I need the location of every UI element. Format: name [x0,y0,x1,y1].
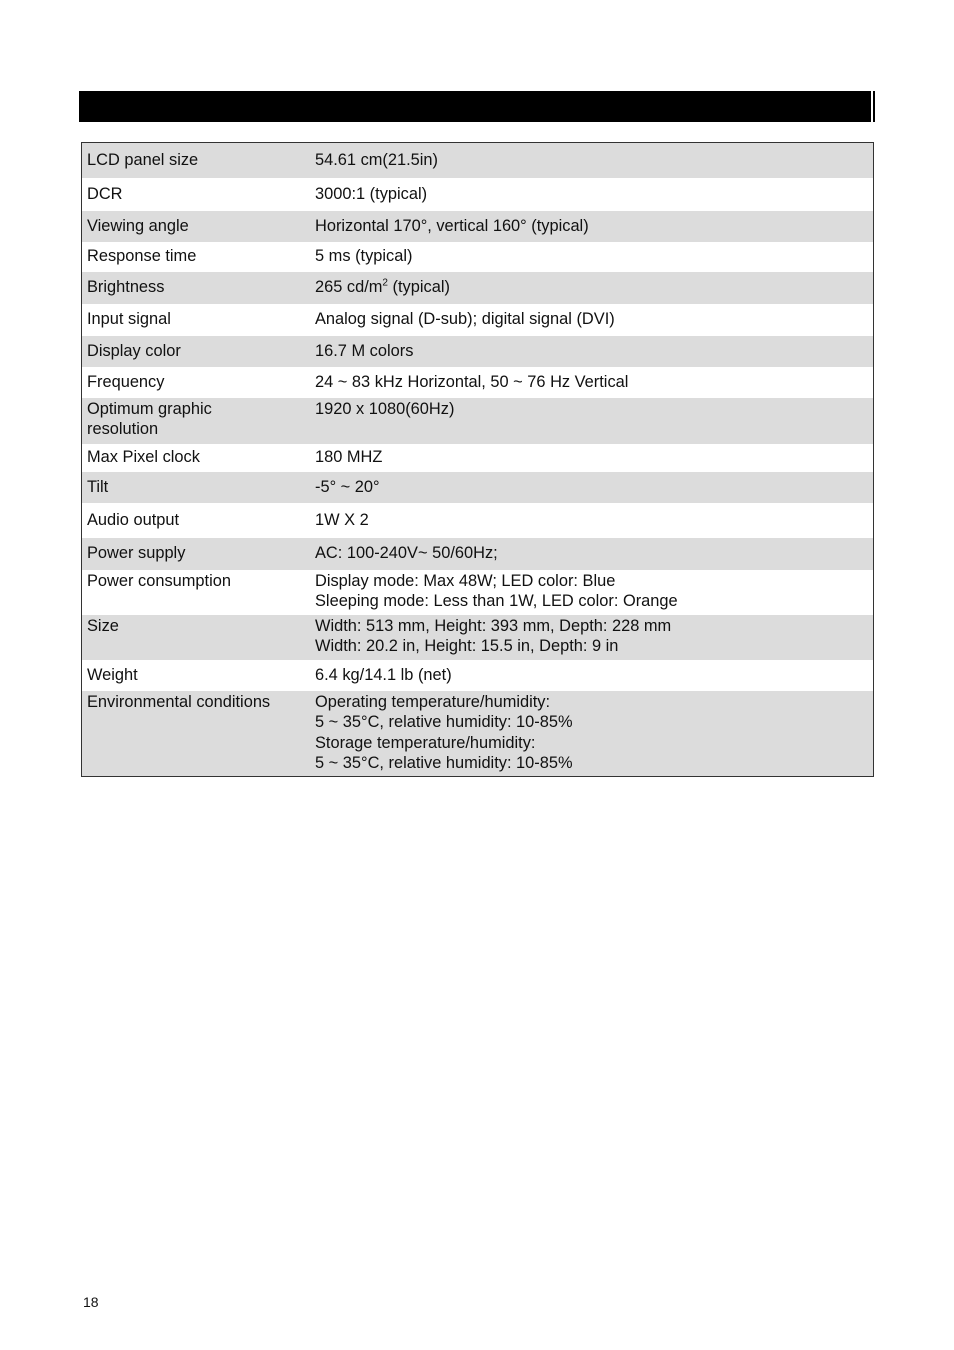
value-line: Operating temperature/humidity: [315,692,551,711]
spec-value: 1920 x 1080(60Hz) [315,399,455,418]
value-line: 5 ~ 35°C, relative humidity: 10-85% [315,754,573,772]
spec-row-optimum-resolution [82,398,874,444]
spec-label: Display color [87,341,181,360]
label-line: resolution [87,420,159,438]
spec-value: 24 ~ 83 kHz Horizontal, 50 ~ 76 Hz Vertical [315,372,629,391]
label-line: Optimum graphic [87,399,212,418]
spec-row-display-color [82,336,874,367]
spec-value: AC: 100-240V~ 50/60Hz; [315,544,498,563]
spec-label: Size [87,616,119,635]
spec-value [303,570,874,615]
spec-label: DCR [87,184,123,203]
value-line: Display mode: Max 48W; LED color: Blue [315,571,616,590]
spec-row-weight [82,660,874,691]
spec-label: Frequency [87,372,165,391]
section-header-bar [79,91,875,122]
spec-value: Analog signal (D-sub); digital signal (DVI) [315,310,615,329]
spec-row-power-consumption [82,570,874,615]
brightness-qualifier: (typical) [387,278,450,297]
spec-label: Input signal [87,310,171,329]
spec-value: -5° ~ 20° [315,477,380,496]
page-number: 18 [83,1294,99,1310]
spec-value: 6.4 kg/14.1 lb (net) [315,665,452,684]
spec-label: Tilt [87,477,109,496]
spec-value [303,272,874,304]
spec-label [82,398,304,444]
spec-value [303,615,874,660]
spec-value [303,691,874,777]
brightness-value: 265 cd/m [315,278,383,297]
value-line: 5 ~ 35°C, relative humidity: 10-85% [315,713,573,731]
spec-label: Environmental conditions [87,692,271,711]
spec-label: Max Pixel clock [87,448,200,467]
spec-label: Power supply [87,544,186,563]
spec-label: Brightness [87,278,165,297]
spec-value: 5 ms (typical) [315,247,413,266]
spec-row-dcr [82,178,874,211]
spec-row-input-signal [82,304,874,336]
spec-row-tilt [82,472,874,503]
spec-row-power-supply [82,538,874,570]
spec-row-brightness [82,272,874,304]
spec-value: 1W X 2 [315,510,369,529]
spec-label: Power consumption [87,571,231,590]
value-line: Sleeping mode: Less than 1W, LED color: Orange [315,592,678,610]
spec-label: Audio output [87,510,180,529]
spec-row-environmental-conditions [82,691,874,777]
spec-value: Horizontal 170°, vertical 160° (typical) [315,216,589,235]
spec-label: Weight [87,665,138,684]
spec-label: Viewing angle [87,216,189,235]
header-bar-accent [871,91,873,122]
spec-row-response-time [82,242,874,272]
value-line: Width: 513 mm, Height: 393 mm, Depth: 228 mm [315,616,672,635]
spec-label: LCD panel size [87,151,199,169]
spec-value: 180 MHZ [315,448,383,467]
spec-value: 3000:1 (typical) [315,184,428,203]
spec-row-frequency [82,367,874,398]
spec-row-size [82,615,874,660]
spec-value: 54.61 cm(21.5in) [315,151,438,169]
spec-row-viewing-angle [82,211,874,242]
spec-value: 16.7 M colors [315,341,414,360]
value-line: Storage temperature/humidity: [315,733,536,752]
superscript-exponent: 2 [382,277,388,289]
spec-row-max-pixel-clock [82,444,874,472]
value-line: Width: 20.2 in, Height: 15.5 in, Depth: 9 in [315,637,619,655]
spec-row-lcd-panel-size [82,143,874,178]
spec-row-audio-output [82,503,874,538]
specifications-table [81,142,874,777]
spec-label: Response time [87,247,197,266]
